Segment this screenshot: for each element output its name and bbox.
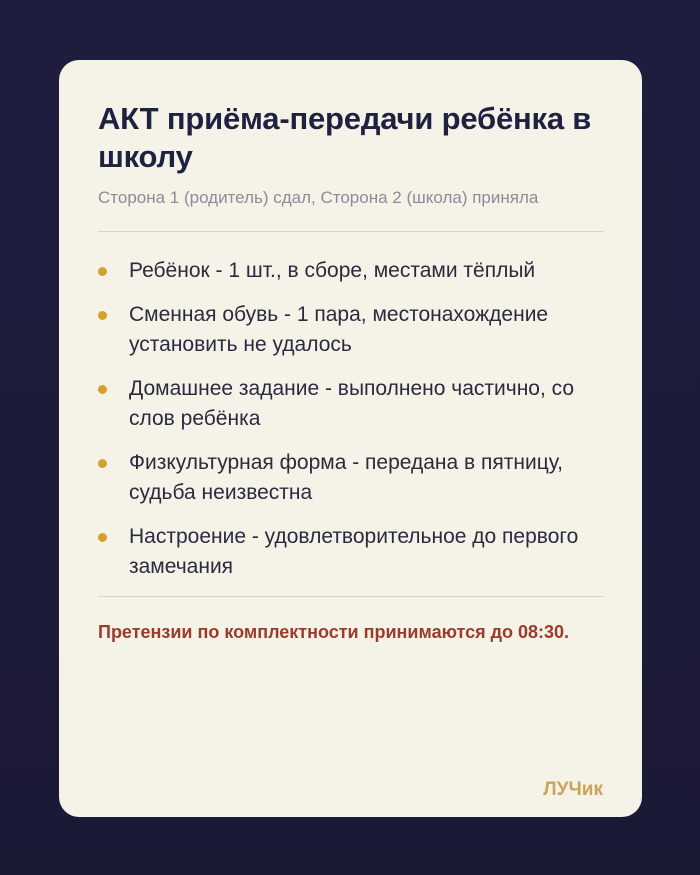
claims-notice: Претензии по комплектности принимаются до 08:30.	[98, 622, 570, 642]
bullet-dot-icon	[98, 459, 107, 468]
list-item	[98, 448, 604, 508]
list-item-text: Сменная обувь - 1 пара, местонахождение установить не удалось	[129, 303, 549, 356]
list-item	[98, 256, 604, 286]
bullet-dot-icon	[98, 385, 107, 394]
list-item-text: Физкультурная форма - передана в пятницу, судьба неизвестна	[129, 451, 563, 504]
bullet-dot-icon	[98, 267, 107, 276]
bullet-dot-icon	[98, 311, 107, 320]
list-item	[98, 522, 604, 582]
bullet-dot-icon	[98, 533, 107, 542]
divider-bottom	[98, 596, 604, 597]
brand-logo: ЛУЧик	[543, 779, 603, 800]
card-subtitle: Сторона 1 (родитель) сдал, Сторона 2 (школа) приняла	[98, 188, 539, 207]
list-item-text: Домашнее задание - выполнено частично, со слов ребёнка	[129, 377, 575, 430]
act-card	[59, 60, 642, 817]
list-item-text: Настроение - удовлетворительное до первого замечания	[129, 525, 579, 578]
card-title: АКТ приёма-передачи ребёнка в школу	[98, 101, 592, 174]
list-item	[98, 300, 604, 360]
list-item	[98, 374, 604, 434]
items-list	[98, 232, 604, 582]
list-item-text: Ребёнок - 1 шт., в сборе, местами тёплый	[129, 259, 536, 282]
